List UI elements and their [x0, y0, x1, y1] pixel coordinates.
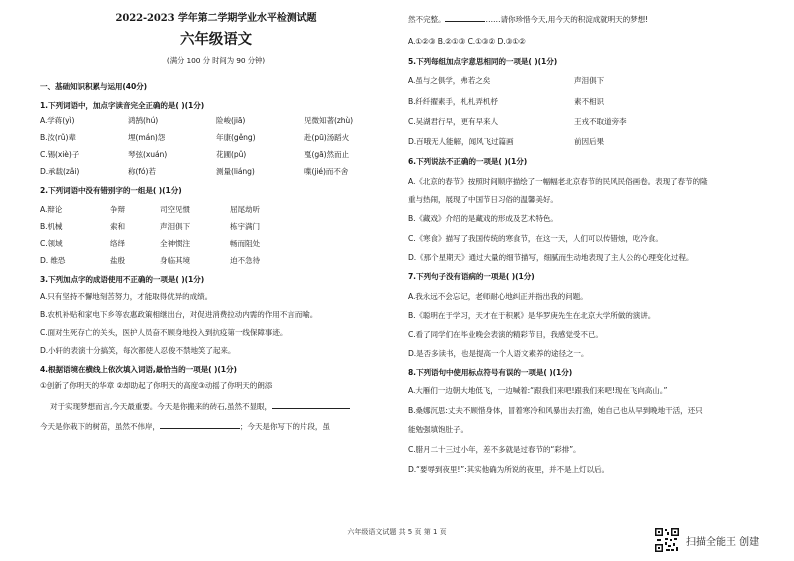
question-3-option: A.只有坚持不懈地刻苦努力，才能取得优异的成绩。: [40, 292, 213, 301]
scanner-watermark: 扫描全能王 创建: [686, 537, 760, 548]
question-3-option: D.小轩的表演十分搞笑，每次都使人忍俊不禁地笑了起来。: [40, 346, 236, 355]
option-cell: 戛(gā)然而止: [304, 150, 349, 159]
question-5-stem: 5.下列每组加点字意思相同的一项是( )(1分): [408, 57, 558, 66]
fill-blank[interactable]: [272, 401, 350, 409]
option-cell: C.锡(xiè)子: [40, 150, 80, 159]
option-cell: C.吴湖君行早，更有早来人: [408, 117, 498, 126]
option-cell: 争辩: [110, 205, 125, 214]
option-cell: 盐殷: [110, 256, 125, 265]
option-cell: 鸿鹄(hú): [128, 116, 159, 125]
option-cell: A.辩论: [40, 205, 63, 214]
question-2-stem: 2.下列词语中没有错别字的一组是( )(1分): [40, 186, 182, 195]
option-cell: 屈尾劫听: [230, 205, 260, 214]
question-6-option: A.《北京的春节》按照时间顺序描绘了一幅幅老北京春节的民风民俗画卷。表现了春节的隆: [408, 177, 708, 186]
option-cell: B.纤纤擢素手，札札弄机杼: [408, 97, 498, 106]
question-8-option: 能勉强填饱肚子。: [408, 425, 468, 434]
option-cell: 称(fó)若: [128, 167, 156, 176]
option-cell: 全神惯注: [160, 239, 190, 248]
question-4-items: ①创新了你明天的华章 ②却助起了你明天的高度③动摇了你明天的朗添: [40, 381, 273, 390]
question-4-continuation: [408, 14, 648, 25]
question-6-stem: 6.下列说法不正确的一项是( )(1分): [408, 157, 528, 166]
option-cell: 赴(pū)汤蹈火: [304, 133, 350, 142]
paragraph-text: ……请你珍惜今天,用今天的积淀成就明天的梦想!: [485, 15, 649, 24]
question-8-option: B.桑娜沉思:丈夫不顾惜身体，冒着寒冷和风暴出去打渔，她自己也从早到晚地干活，还只: [408, 406, 703, 415]
option-cell: 年康(gěng): [216, 133, 256, 142]
question-6-option: D.《那个星期天》通过大量的细节描写，细腻而生动地表现了主人公的心理变化过程。: [408, 253, 694, 262]
fill-blank[interactable]: [160, 421, 240, 429]
page-footer: 六年级语文试题 共 5 页 第 1 页: [347, 528, 447, 536]
option-cell: 索和: [110, 222, 125, 231]
question-8-option: A.大雁们一边朝大地低飞，一边喊着:“跟我们来吧!跟我们来吧!现在飞向高山。”: [408, 386, 668, 395]
option-cell: D.承载(zǎi): [40, 167, 80, 176]
question-1-option-row: [40, 116, 353, 126]
question-8-option: D.“要辱到夜里!”:其实他确为所说的夜里，并不是上灯以后。: [408, 465, 609, 474]
option-cell: 声泪俱下: [574, 76, 604, 85]
question-2-option-row: [40, 239, 260, 249]
question-7-option: C.看了同学们在毕业晚会表演的精彩节目，我感觉受不已。: [408, 330, 603, 339]
paragraph-text: 然不完整。: [408, 15, 446, 24]
question-7-stem: 7.下列句子没有语病的一项是( )(1分): [408, 272, 535, 281]
question-4-paragraph: [50, 401, 350, 412]
paragraph-text: 对于实现梦想而言,今天最重要。今天是你搬来的砖石,虽然不显眼，: [50, 402, 272, 411]
question-6-option: C.《寒食》描写了我国传统的寒食节，在这一天，人们可以传错烛，吃冷食。: [408, 234, 663, 243]
option-cell: B.机械: [40, 222, 63, 231]
option-cell: 见微知著(zhù): [304, 116, 354, 125]
question-8-stem: 8.下列语句中使用标点符号有误的一项是( )(1分): [408, 368, 573, 377]
question-2-option-row: [40, 256, 260, 266]
option-cell: 王戎不取道旁李: [574, 117, 627, 126]
option-cell: D. 维恐: [40, 256, 66, 265]
question-4-options: A.①②③ B.②①③ C.①③② D.③①②: [408, 37, 526, 46]
question-1-option-row: [40, 167, 348, 177]
question-3-option: C.面对生死存亡的关头，医护人员奋不顾身地投入到抗疫第一线保障事迹。: [40, 328, 288, 337]
subject-title: 六年级语文: [180, 31, 252, 48]
question-6-option: 重与热闹，展现了中国节日习俗的温馨美好。: [408, 195, 558, 204]
question-5-option-row: [408, 97, 604, 107]
option-cell: 迫不急待: [230, 256, 260, 265]
fill-blank[interactable]: [445, 14, 485, 22]
option-cell: 喋(jié)而不舍: [304, 167, 349, 176]
option-cell: 畅而阻处: [230, 239, 260, 248]
option-cell: 花圃(pǔ): [216, 150, 247, 159]
option-cell: 栋宇满门: [230, 222, 260, 231]
option-cell: A.学蒋(yì): [40, 116, 75, 125]
question-2-option-row: [40, 205, 260, 215]
question-1-option-row: [40, 150, 349, 160]
question-3-stem: 3.下列加点字的成语使用不正确的一项是( )(1分): [40, 275, 205, 284]
paragraph-text: ；今天是你写下的片段，虽: [239, 422, 330, 431]
question-8-option: C.腊月二十三过小年，差不多就是过春节的“彩排”。: [408, 445, 581, 454]
question-7-option: D.是否多读书，也是提高一个人语文素养的途径之一。: [408, 349, 589, 358]
question-7-option: A.我永远不会忘记，老师耐心地纠正并指出我的问题。: [408, 292, 588, 301]
question-2-option-row: [40, 222, 260, 232]
question-7-option: B.《聪明在于学习，天才在于积累》是华罗庚先生在北京大学所做的演讲。: [408, 311, 656, 320]
option-cell: 埋(mán)怨: [128, 133, 166, 142]
paragraph-text: 今天是你栽下的树苗，虽然不伟岸，: [40, 422, 160, 431]
qr-code-icon: [654, 527, 680, 553]
option-cell: A.虽与之俱学，弗若之矣: [408, 76, 491, 85]
exam-info: (满分 100 分 时间为 90 分钟): [166, 56, 266, 65]
question-6-option: B.《藏戏》介绍的是藏戏的形成及艺术特色。: [408, 214, 558, 223]
option-cell: 测量(liáng): [216, 167, 255, 176]
question-5-option-row: [408, 137, 604, 147]
question-3-option: B.农机补贴和家电下乡等农惠政策相继出台，对促进消费拉动内需的作用不言而喻。: [40, 310, 318, 319]
question-1-option-row: [40, 133, 349, 143]
exam-title: 2022-2023 学年第二学期学业水平检测试题: [115, 13, 317, 24]
option-cell: 身临其境: [160, 256, 190, 265]
option-cell: 络绎: [110, 239, 125, 248]
option-cell: C.领域: [40, 239, 63, 248]
option-cell: 素不相识: [574, 97, 604, 106]
option-cell: 前因后果: [574, 137, 604, 146]
option-cell: B.汝(rǔ)辈: [40, 133, 76, 142]
option-cell: 司空见惯: [160, 205, 190, 214]
question-5-option-row: [408, 76, 604, 86]
section-heading: 一、基础知识积累与运用(40分): [40, 82, 148, 91]
question-1-stem: 1.下列词语中，加点字读音完全正确的是( )(1分): [40, 101, 205, 110]
option-cell: 声泪俱下: [160, 222, 190, 231]
option-cell: 险峻(jiā): [216, 116, 246, 125]
option-cell: 琴弦(xuán): [128, 150, 168, 159]
question-4-paragraph: [40, 421, 330, 432]
question-4-stem: 4.根据语境在横线上依次填入词语,最恰当的一项是( )(1分): [40, 365, 237, 374]
option-cell: D.百哦无人能解，闻风飞过篇画: [408, 137, 514, 146]
question-5-option-row: [408, 117, 626, 127]
